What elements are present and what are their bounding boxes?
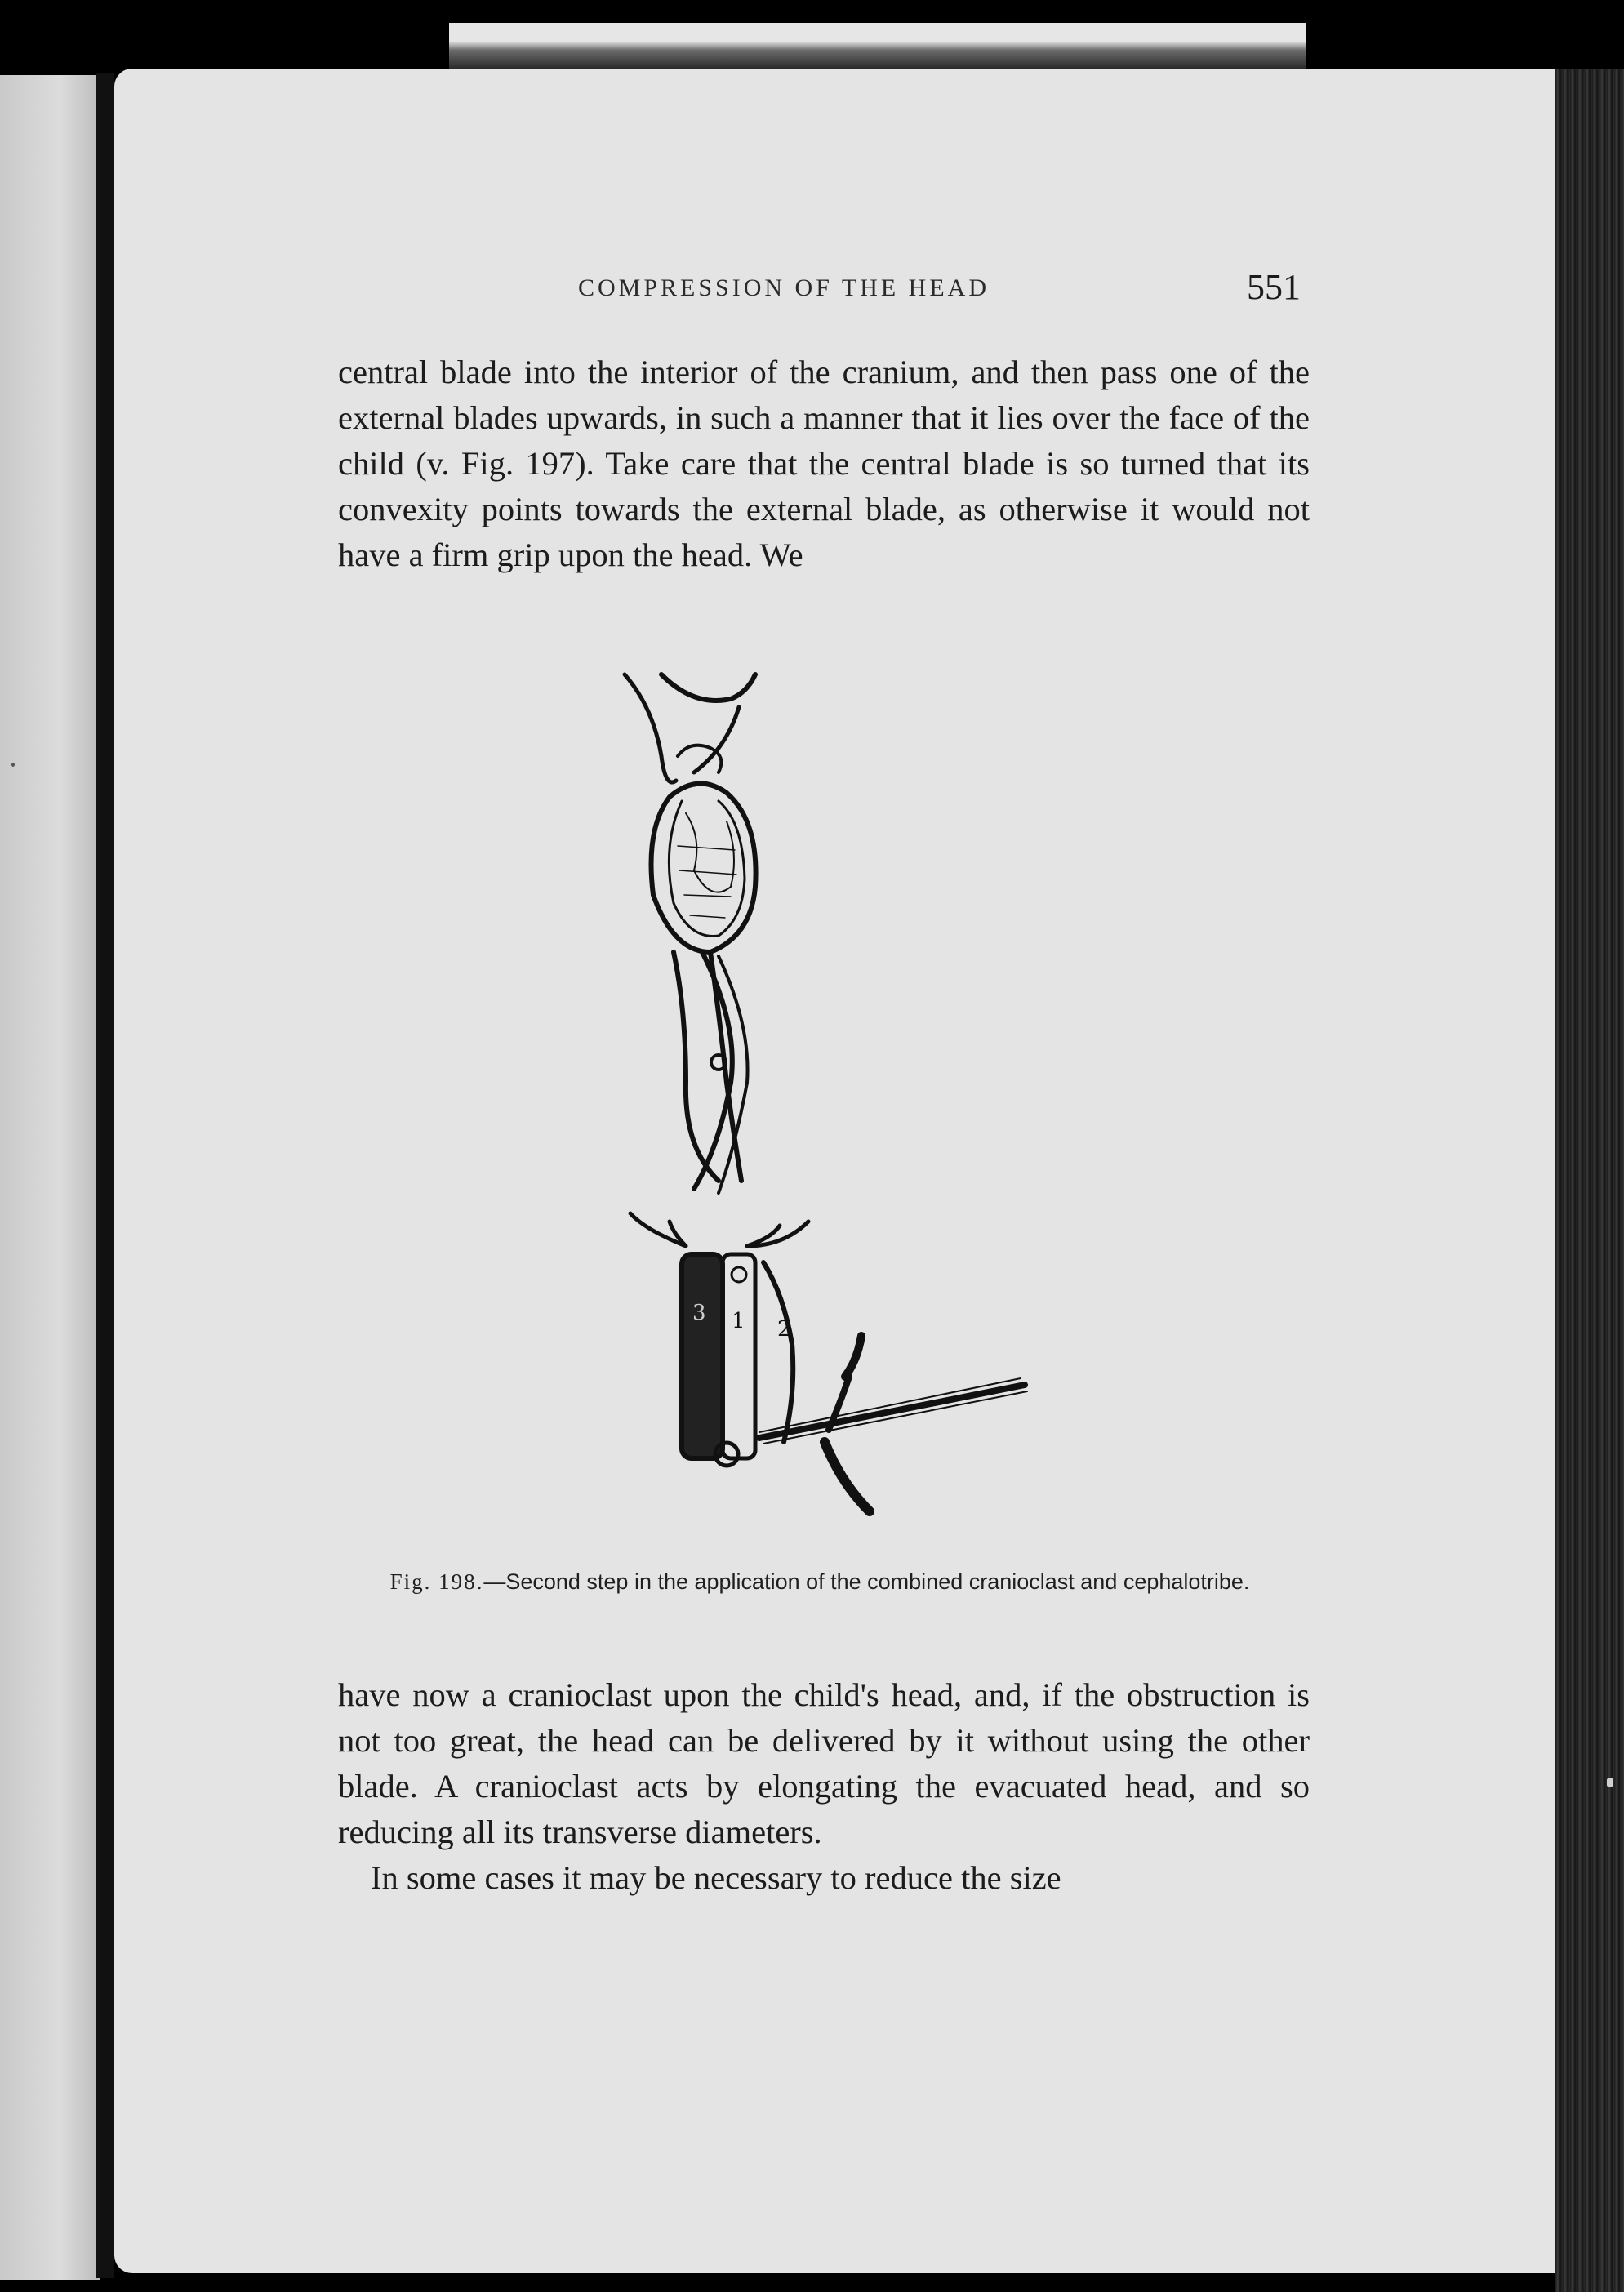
svg-text:1: 1 [732,1309,745,1333]
svg-text:2: 2 [777,1317,791,1342]
body-paragraph-bottom [338,1672,1310,1901]
edge-mark [1607,1778,1613,1787]
paragraph-text: central blade into the interior of the cranium, and then pass one of the external blades upwards, in such a manner that it lies over the face of the child (v. Fig. 197). Take care that the central blade is so turned that its convexity points towards the external blade, as otherwise it would not have a firm grip upon the head. We [338,354,1310,573]
svg-text:3: 3 [692,1301,706,1325]
figure-label: Fig. 198. [389,1569,484,1594]
gutter-shadow [96,73,114,2278]
running-head-title: COMPRESSION OF THE HEAD [578,274,990,301]
figure-caption [330,1566,1310,1597]
top-page-edge [449,23,1306,69]
scan-speck [11,763,15,767]
left-page-margin [0,75,100,2280]
page-stack-edge [1555,69,1624,2292]
cranioclast-illustration [596,658,1053,1556]
figure-caption-text: —Second step in the application of the combined cranioclast and cephalotribe. [483,1569,1250,1594]
paragraph-text: have now a cranioclast upon the child's head, and, if the obstruction is not too great, the head can be delivered by it without using the other blade. A cranioclast acts by elongating the evacuated head, and so reducing all its transverse diameters. [338,1676,1310,1850]
body-paragraph-top [338,349,1310,578]
page-number: 551 [1247,267,1301,307]
paragraph-text-continued: In some cases it may be necessary to reduce the size [371,1859,1061,1896]
